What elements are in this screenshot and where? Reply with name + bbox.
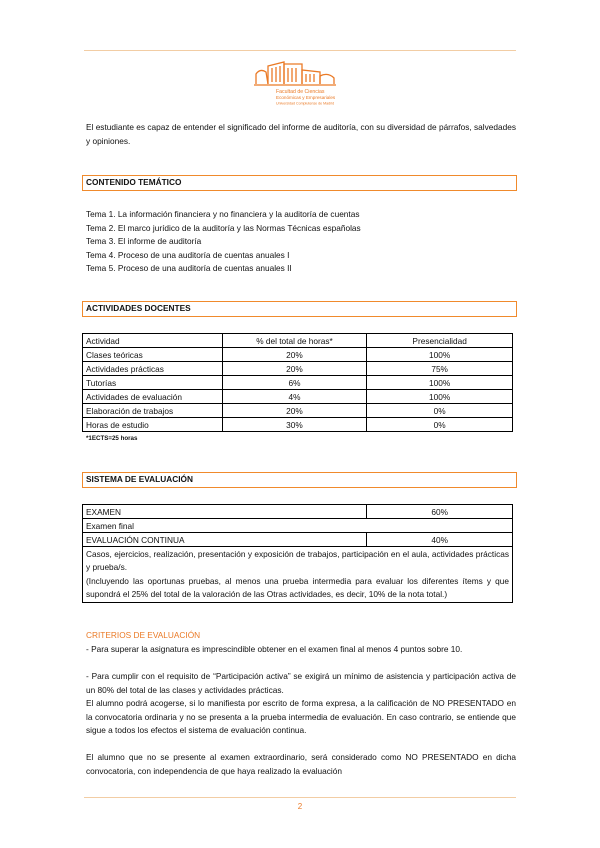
tema-item: Tema 3. El informe de auditoría xyxy=(86,236,202,246)
header-rule xyxy=(84,50,516,51)
table-cell: Horas de estudio xyxy=(83,418,223,432)
table-row xyxy=(83,348,513,362)
temas-list xyxy=(86,208,516,276)
faculty-logo xyxy=(250,58,350,106)
table-cell: Elaboración de trabajos xyxy=(83,404,223,418)
criterios-paragraph: El alumno podrá acogerse, si lo manifiesta por escrito de forma expresa, a la calificación de NO PRESENTADO en la convocatoria ordinaria y no se presenta a la prueba intermedia de evaluación. En caso contrario, se entiende que sigue a todos los efectos el sistema de evaluación continua. xyxy=(86,698,516,735)
table-cell: Examen final xyxy=(83,519,513,533)
tema-item: Tema 1. La información financiera y no financiera y la auditoría de cuentas xyxy=(86,209,360,219)
continua-description: Casos, ejercicios, realización, presentación y exposición de trabajos, participación en el aula, actividades prácticas y prueba/s. xyxy=(86,549,509,573)
ects-note: *1ECTS=25 horas xyxy=(86,435,138,442)
table-cell: 20% xyxy=(222,362,367,376)
table-header-cell: Actividad xyxy=(83,334,223,348)
table-row xyxy=(83,376,513,390)
continua-description-detail: (Incluyendo las oportunas pruebas, al menos una prueba intermedia para evaluar los diferentes ítems y que supondrá el 25% del total de la valoración de las Otras actividades, es decir, 10% de la nota total.) xyxy=(86,575,509,599)
table-cell: Clases teóricas xyxy=(83,348,223,362)
footer-rule xyxy=(84,797,516,798)
table-cell xyxy=(83,547,513,603)
table-cell: 4% xyxy=(222,390,367,404)
table-cell: Tutorías xyxy=(83,376,223,390)
table-cell: 20% xyxy=(222,348,367,362)
table-cell: 100% xyxy=(367,376,513,390)
table-cell: 0% xyxy=(367,404,513,418)
table-cell: EXAMEN xyxy=(83,505,367,519)
table-header-cell: Presencialidad xyxy=(367,334,513,348)
table-row xyxy=(83,418,513,432)
criterios-title: CRITERIOS DE EVALUACIÓN xyxy=(86,630,201,640)
table-row xyxy=(83,533,513,547)
table-row xyxy=(83,362,513,376)
table-cell: 0% xyxy=(367,418,513,432)
actividades-table xyxy=(82,333,513,432)
evaluacion-table xyxy=(82,504,513,603)
table-cell: 40% xyxy=(367,533,513,547)
table-header-cell: % del total de horas* xyxy=(222,334,367,348)
section-actividades-docentes: ACTIVIDADES DOCENTES xyxy=(82,301,517,317)
criterios-paragraph: - Para superar la asignatura es imprescindible obtener en el examen final al menos 4 puntos sobre 10. xyxy=(86,644,463,654)
tema-item: Tema 5. Proceso de una auditoría de cuentas anuales II xyxy=(86,263,292,273)
table-cell: 75% xyxy=(367,362,513,376)
table-cell: 100% xyxy=(367,348,513,362)
table-cell: Actividades de evaluación xyxy=(83,390,223,404)
table-row xyxy=(83,505,513,519)
tema-item: Tema 4. Proceso de una auditoría de cuentas anuales I xyxy=(86,249,290,260)
section-sistema-evaluacion: SISTEMA DE EVALUACIÓN xyxy=(82,472,517,488)
table-cell: EVALUACIÓN CONTINUA xyxy=(83,533,367,547)
table-cell: 100% xyxy=(367,390,513,404)
logo-line2: Económicas y Empresariales xyxy=(276,95,336,100)
criterios-paragraph: - Para cumplir con el requisito de “Participación activa” se exigirá un mínimo de asistencia y participación activa de un 80% del total de las clases y actividades prácticas. xyxy=(86,671,516,695)
criterios-paragraph: El alumno que no se presente al examen extraordinario, será considerado como NO PRESENTADO en dicha convocatoria, con independencia de que haya realizado la evaluación xyxy=(86,752,516,776)
table-cell: 6% xyxy=(222,376,367,390)
faculty-building-icon xyxy=(250,58,350,106)
table-header-row xyxy=(83,334,513,348)
page-number: 2 xyxy=(297,802,303,811)
table-cell: 20% xyxy=(222,404,367,418)
table-cell: 60% xyxy=(367,505,513,519)
table-row xyxy=(83,390,513,404)
section-contenido-tematico: CONTENIDO TEMÁTICO xyxy=(82,175,517,191)
table-row xyxy=(83,519,513,533)
logo-line3: Universidad Complutense de Madrid xyxy=(276,101,335,106)
table-cell: 30% xyxy=(222,418,367,432)
intro-paragraph: El estudiante es capaz de entender el significado del informe de auditoría, con su diversidad de párrafos, salvedades y opiniones. xyxy=(86,122,516,146)
table-row xyxy=(83,547,513,603)
table-row xyxy=(83,404,513,418)
tema-item: Tema 2. El marco jurídico de la auditoría y las Normas Técnicas españolas xyxy=(86,222,361,233)
table-cell: Actividades prácticas xyxy=(83,362,223,376)
logo-line1: Facultad de Ciencias xyxy=(276,89,325,95)
